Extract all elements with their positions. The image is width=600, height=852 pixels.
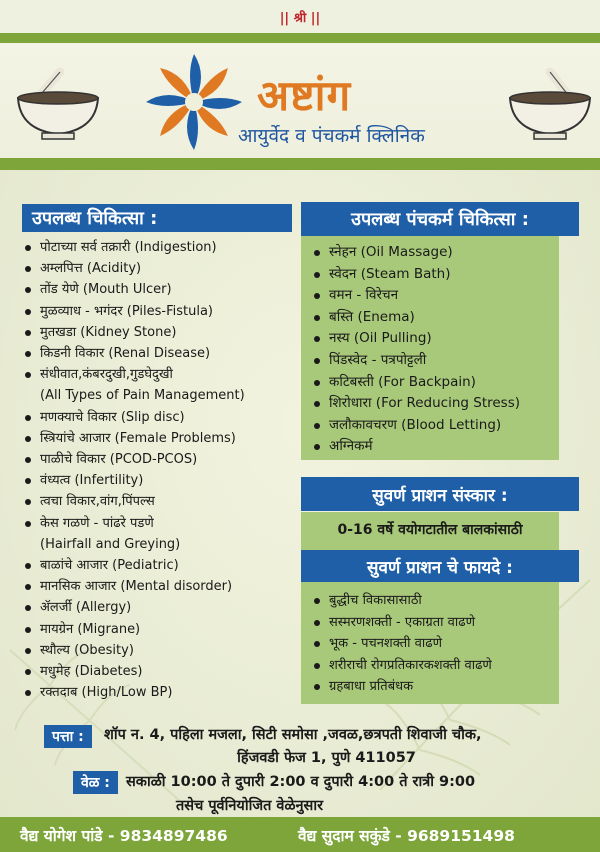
suvarna-prashan-heading: सुवर्ण प्राशन संस्कार :	[301, 477, 579, 511]
list-item: रक्तदाब (High/Low BP)	[22, 682, 297, 703]
timing-label: वेळ :	[73, 771, 118, 794]
doctor-1-contact: वैद्य योगेश पांडे - 9834897486	[20, 826, 228, 845]
list-item: स्थौल्य (Obesity)	[22, 640, 297, 661]
list-item: ग्रहबाधा प्रतिबंधक	[311, 676, 556, 698]
timing-line-1: सकाळी 10:00 ते दुपारी 2:00 व दुपारी 4:00 ते रात्री 9:00	[126, 774, 476, 790]
list-item: शिरोधारा (For Reducing Stress)	[311, 393, 556, 415]
available-treatments-heading: उपलब्ध चिकित्सा :	[22, 204, 292, 232]
list-item: सस्मरणशक्ती - एकाग्रता वाढणे	[311, 612, 556, 634]
list-item: मधुमेह (Diabetes)	[22, 661, 297, 682]
list-item: वमन - विरेचन	[311, 285, 556, 307]
list-item: पिंडस्वेद - पत्रपोट्टली	[311, 350, 556, 372]
list-item-continuation: (All Types of Pain Management)	[40, 388, 245, 404]
benefits-list	[311, 590, 556, 698]
list-item: मायग्रेन (Migrane)	[22, 619, 297, 640]
header-band	[0, 158, 600, 170]
panchakarma-list	[311, 242, 556, 458]
list-item: जलौकावचरण (Blood Letting)	[311, 415, 556, 437]
benefits-heading: सुवर्ण प्राशन चे फायदे :	[301, 550, 579, 582]
list-item: तोंड येणे (Mouth Ulcer)	[22, 279, 297, 300]
list-item: मणक्याचे विकार (Slip disc)	[22, 407, 297, 428]
list-item: कटिबस्ती (For Backpain)	[311, 372, 556, 394]
address-line-2: हिंजवडी फेज 1, पुणे 411057	[237, 750, 416, 766]
list-item: त्वचा विकार,वांग,पिंपल्स	[22, 491, 297, 512]
panchakarma-heading: उपलब्ध पंचकर्म चिकित्सा :	[301, 202, 579, 236]
address-line-1: शॉप न. 4, पहिला मजला, सिटी समोसा ,जवळ,छत्रपती शिवाजी चौक,	[104, 727, 482, 743]
list-item: अग्निकर्म	[311, 436, 556, 458]
suvarna-prashan-age: 0-16 वर्षे वयोगटातील बालकांसाठी	[337, 522, 523, 538]
list-item: अम्लपित्त (Acidity)	[22, 258, 297, 279]
mortar-pestle-icon	[500, 62, 600, 142]
list-item: बाळांचे आजार (Pediatric)	[22, 555, 297, 576]
list-item: बस्ति (Enema)	[311, 307, 556, 329]
shri-text: || श्री ||	[279, 11, 321, 26]
list-item: पोटाच्या सर्व तक्रारी (Indigestion)	[22, 237, 297, 258]
timing-text	[126, 770, 586, 818]
list-item: स्त्रियांचे आजार (Female Problems)	[22, 428, 297, 449]
list-item: पाळीचे विकार (PCOD-PCOS)	[22, 449, 297, 470]
list-item: संधीवात,कंबरदुखी,गुडघेदुखी	[22, 364, 297, 385]
timing-line-2: तसेच पूर्वनियोजित वेळेनुसार	[176, 798, 324, 814]
list-item: नस्य (Oil Pulling)	[311, 328, 556, 350]
list-item: बुद्धीच विकासासाठी	[311, 590, 556, 612]
list-item: शरीराची रोगप्रतिकारकशक्ती वाढणे	[311, 655, 556, 677]
clinic-logo-icon	[140, 48, 248, 156]
address-label: पत्ता :	[44, 725, 92, 748]
list-item: स्नेहन (Oil Massage)	[311, 242, 556, 264]
list-item: मुतखडा (Kidney Stone)	[22, 322, 297, 343]
list-item: स्वेदन (Steam Bath)	[311, 264, 556, 286]
list-item: किडनी विकार (Renal Disease)	[22, 343, 297, 364]
clinic-subtitle: आयुर्वेद व पंचकर्म क्लिनिक	[238, 125, 425, 147]
clinic-title: अष्टांग	[257, 71, 352, 120]
list-item: मानसिक आजार (Mental disorder)	[22, 576, 297, 597]
contact-footer	[0, 817, 600, 852]
mortar-pestle-icon	[8, 62, 108, 142]
list-item-continuation: (Hairfall and Greying)	[40, 536, 181, 552]
doctor-2-contact: वैद्य सुदाम सकुंडे - 9689151498	[298, 826, 515, 845]
treatments-list	[22, 237, 297, 703]
list-item: केस गळणे - पांढरे पडणे	[22, 513, 297, 534]
list-item: भूक - पचनशक्ती वाढणे	[311, 633, 556, 655]
list-item: ॲलर्जी (Allergy)	[22, 597, 297, 618]
top-band	[0, 33, 600, 43]
list-item: मुळव्याध - भगंदर (Piles-Fistula)	[22, 301, 297, 322]
address-text	[104, 724, 574, 770]
list-item: वंध्यत्व (Infertility)	[22, 470, 297, 491]
